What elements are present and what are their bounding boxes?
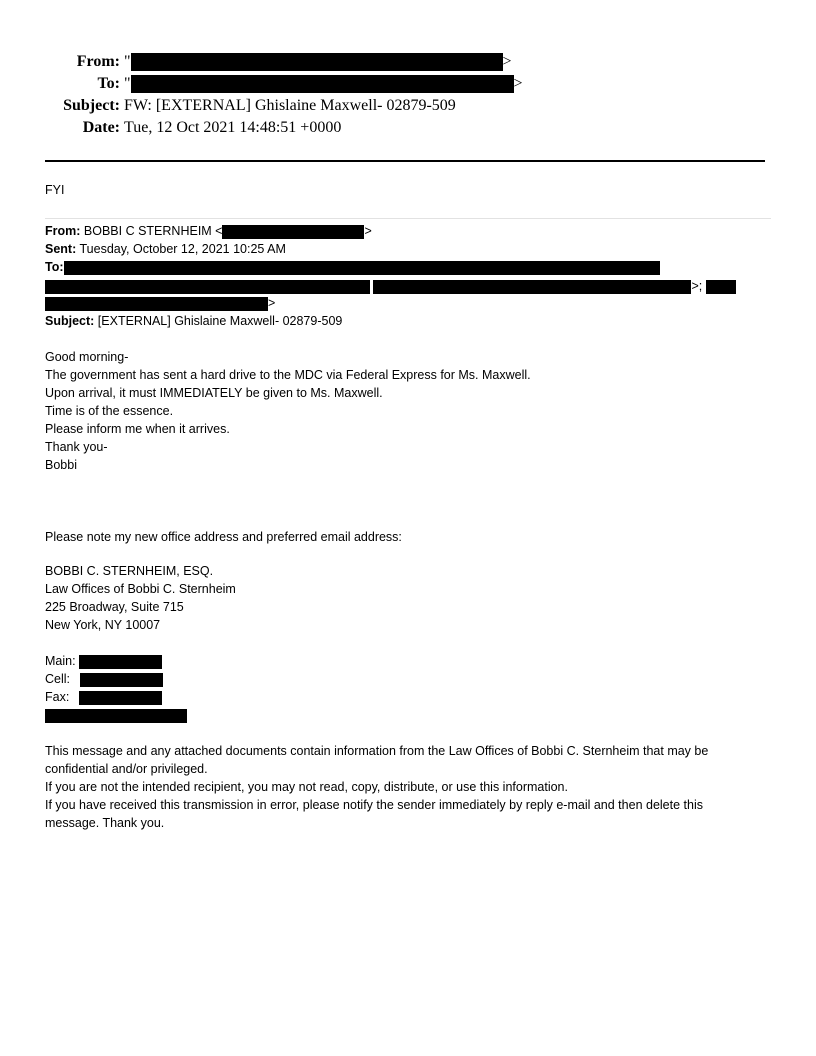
- disclaimer-line: This message and any attached documents contain information from the Law Offices of Bobbi C. Sternheim that may be: [45, 744, 709, 758]
- signature-line: BOBBI C. STERNHEIM, ESQ.: [45, 564, 214, 578]
- message-line: The government has sent a hard drive to the MDC via Federal Express for Ms. Maxwell.: [45, 368, 531, 382]
- redaction-block: [131, 53, 503, 71]
- message-body: [45, 348, 531, 474]
- original-to-row: [45, 258, 660, 276]
- original-to-suffix: >: [268, 296, 276, 310]
- message-line: Thank you-: [45, 440, 108, 454]
- original-sent-label: Sent:: [45, 242, 77, 256]
- original-to-row-2: [45, 277, 736, 295]
- contact-main-row: [45, 652, 162, 670]
- forward-divider: [45, 218, 771, 219]
- redaction-block: [64, 261, 660, 275]
- original-from-label: From:: [45, 224, 81, 238]
- original-from-value: BOBBI C STERNHEIM <: [83, 224, 223, 238]
- contact-email-row: [45, 706, 187, 724]
- redaction-block: [45, 297, 268, 311]
- header-from-quote: ": [124, 53, 131, 70]
- original-subject-row: [45, 312, 342, 330]
- header-from-value: [124, 52, 512, 72]
- signature-line: Law Offices of Bobbi C. Sternheim: [45, 582, 236, 596]
- header-divider: [45, 160, 765, 162]
- message-line: Good morning-: [45, 350, 129, 364]
- redaction-block: [45, 709, 187, 723]
- header-from-suffix: >: [502, 53, 512, 70]
- redaction-block: [706, 280, 736, 294]
- disclaimer-line: message. Thank you.: [45, 816, 165, 830]
- message-line: Please inform me when it arrives.: [45, 422, 230, 436]
- original-to-row-3: [45, 294, 275, 312]
- redaction-block: [373, 280, 691, 294]
- contact-cell-label: Cell:: [45, 672, 71, 686]
- contact-main-label: Main:: [45, 654, 76, 668]
- signature-block: [45, 562, 236, 634]
- message-line: Time is of the essence.: [45, 404, 174, 418]
- original-subject-label: Subject:: [45, 314, 95, 328]
- signature-line: New York, NY 10007: [45, 618, 161, 632]
- original-sent-row: [45, 240, 286, 258]
- redaction-block: [222, 225, 364, 239]
- header-subject-value: FW: [EXTERNAL] Ghislaine Maxwell- 02879-509: [124, 97, 456, 114]
- header-date-label: Date:: [82, 119, 120, 136]
- header-date-value: Tue, 12 Oct 2021 14:48:51 +0000: [124, 119, 342, 136]
- header-from-label: From:: [76, 53, 120, 70]
- forward-note: FYI: [45, 183, 65, 197]
- header-to-value: [124, 74, 523, 94]
- disclaimer-line: confidential and/or privileged.: [45, 762, 208, 776]
- original-subject-value: [EXTERNAL] Ghislaine Maxwell- 02879-509: [97, 314, 343, 328]
- original-from-row: [45, 222, 372, 240]
- disclaimer-line: If you have received this transmission in error, please notify the sender immediately by reply e-mail and then delete this: [45, 798, 703, 812]
- redaction-block: [79, 655, 162, 669]
- redaction-block: [80, 673, 163, 687]
- redaction-block: [131, 75, 514, 93]
- redaction-block: [45, 280, 370, 294]
- contact-cell-row: [45, 670, 163, 688]
- header-to-suffix: >: [513, 75, 523, 92]
- original-sent-value: Tuesday, October 12, 2021 10:25 AM: [79, 242, 286, 256]
- original-from-suffix: >: [364, 224, 372, 238]
- original-to-separator: >;: [691, 279, 703, 293]
- signature-line: 225 Broadway, Suite 715: [45, 600, 184, 614]
- contact-fax-label: Fax:: [45, 690, 70, 704]
- header-to-quote: ": [124, 75, 131, 92]
- disclaimer-line: If you are not the intended recipient, you may not read, copy, distribute, or use this information.: [45, 780, 568, 794]
- header-subject-label: Subject:: [63, 97, 120, 114]
- original-to-label: To:: [45, 260, 64, 274]
- header-to-label: To:: [97, 75, 120, 92]
- message-line: Upon arrival, it must IMMEDIATELY be given to Ms. Maxwell.: [45, 386, 383, 400]
- message-line: Bobbi: [45, 458, 77, 472]
- contact-fax-row: [45, 688, 162, 706]
- disclaimer: [45, 742, 708, 832]
- address-note: Please note my new office address and preferred email address:: [45, 530, 402, 544]
- redaction-block: [79, 691, 162, 705]
